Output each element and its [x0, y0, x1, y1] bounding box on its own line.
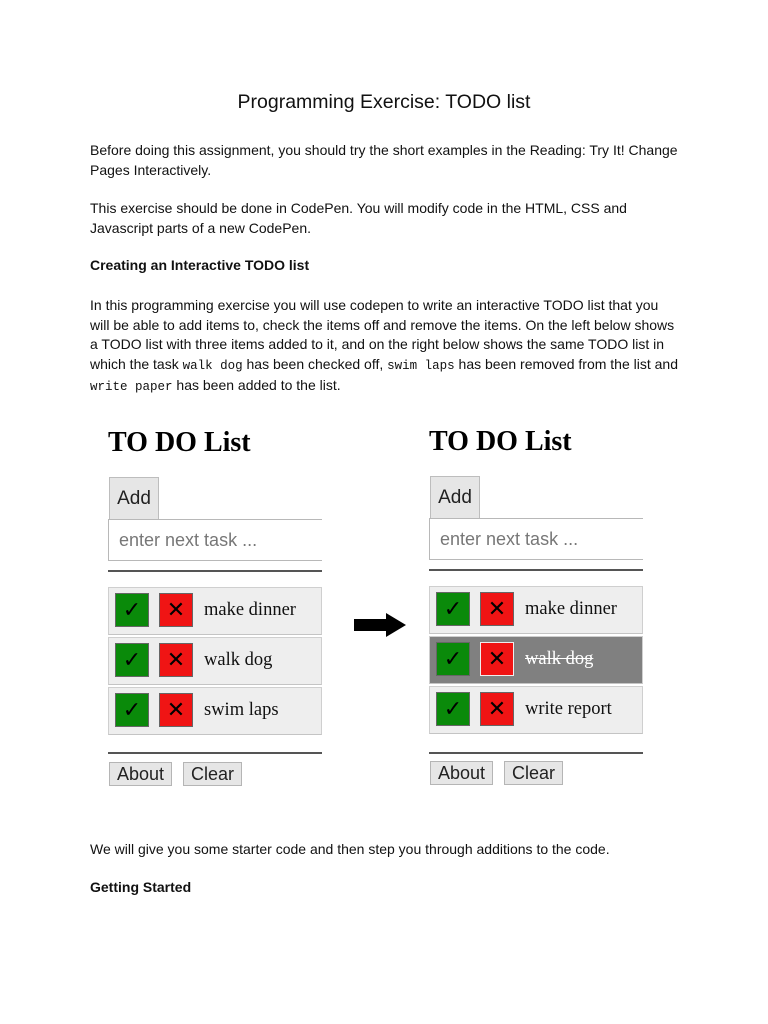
add-button[interactable]: Add	[109, 477, 159, 519]
remove-button[interactable]: ✕	[480, 692, 514, 726]
todo-item	[429, 586, 643, 634]
body-text-c: has been removed from the list and	[454, 355, 678, 372]
body-text-a: In this programming exercise you will use codepen to write an interactive TODO list that you will be able to add items to, check the items off and remove the items. On the left below shows a TODO list with three items added to it, and on the right below shows the same TODO list in which the task	[90, 297, 675, 372]
remove-button[interactable]: ✕	[480, 642, 514, 676]
body-paragraph-1	[90, 296, 680, 398]
remove-button[interactable]: ✕	[159, 593, 193, 627]
divider	[108, 570, 322, 572]
task-input[interactable]: enter next task ...	[429, 518, 643, 560]
todo-item-text: make dinner	[204, 600, 296, 620]
todo-demo-after	[429, 427, 644, 787]
todo-item	[108, 687, 322, 735]
todo-item-text: walk dog	[204, 650, 273, 670]
todo-demo-before	[108, 428, 323, 788]
check-button[interactable]: ✓	[436, 592, 470, 626]
todo-item-checked	[429, 636, 643, 684]
demo-title: TO DO List	[429, 426, 572, 457]
section-heading-getting-started: Getting Started	[90, 879, 192, 895]
code-walk-dog: walk dog	[182, 358, 243, 373]
remove-button[interactable]: ✕	[159, 643, 193, 677]
check-button[interactable]: ✓	[115, 693, 149, 727]
divider	[429, 569, 643, 571]
demo-title: TO DO List	[108, 427, 251, 458]
check-button[interactable]: ✓	[436, 692, 470, 726]
task-input[interactable]: enter next task ...	[108, 519, 322, 561]
check-button[interactable]: ✓	[436, 642, 470, 676]
body-text-d: has been added to the list.	[172, 377, 341, 394]
section-heading-creating: Creating an Interactive TODO list	[90, 257, 310, 273]
todo-item-text: walk dog	[525, 649, 594, 669]
page-title: Programming Exercise: TODO list	[237, 91, 531, 113]
about-button[interactable]: About	[430, 761, 493, 785]
todo-item-text: write report	[525, 699, 612, 719]
code-write-paper: write paper	[90, 380, 173, 395]
todo-item-text: make dinner	[525, 599, 617, 619]
divider	[429, 752, 643, 754]
body-paragraph-2: We will give you some starter code and then step you through additions to the code.	[90, 841, 610, 857]
intro-paragraph-2: This exercise should be done in CodePen. You will modify code in the HTML, CSS and Javascript parts of a new CodePen.	[90, 200, 627, 236]
check-button[interactable]: ✓	[115, 643, 149, 677]
intro-paragraph-1: Before doing this assignment, you should try the short examples in the Reading: Try It! Change Pages Interactively.	[90, 142, 678, 178]
right-arrow-icon	[352, 612, 408, 638]
todo-item-text: swim laps	[204, 700, 279, 720]
todo-item	[429, 686, 643, 734]
remove-button[interactable]: ✕	[480, 592, 514, 626]
code-swim-laps: swim laps	[387, 358, 455, 373]
check-button[interactable]: ✓	[115, 593, 149, 627]
todo-item	[108, 587, 322, 635]
clear-button[interactable]: Clear	[183, 762, 242, 786]
divider	[108, 752, 322, 754]
remove-button[interactable]: ✕	[159, 693, 193, 727]
todo-item	[108, 637, 322, 685]
todo-list	[108, 587, 322, 735]
add-button[interactable]: Add	[430, 476, 480, 518]
about-button[interactable]: About	[109, 762, 172, 786]
clear-button[interactable]: Clear	[504, 761, 563, 785]
todo-list	[429, 586, 643, 734]
body-text-b: has been checked off,	[242, 355, 388, 372]
